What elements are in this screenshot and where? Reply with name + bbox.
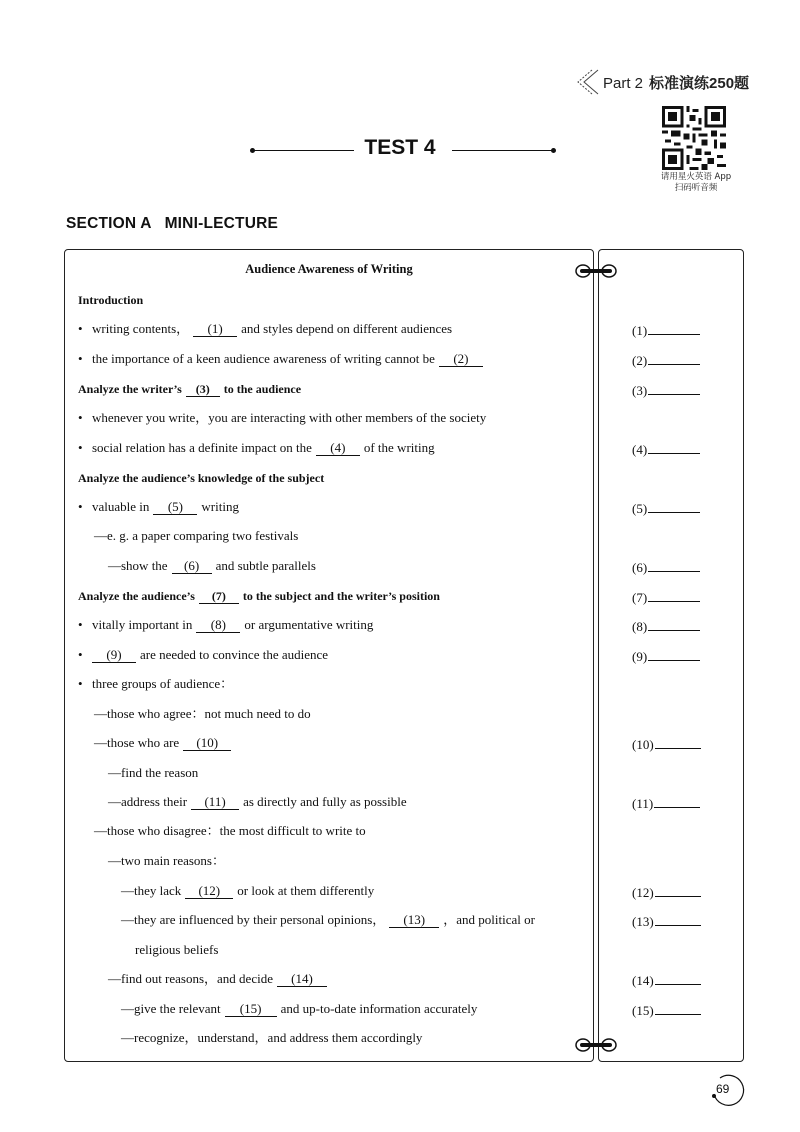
blank-9: (9) xyxy=(92,648,136,663)
qr-caption: 请用星火英语 App 扫码听音频 xyxy=(660,172,732,193)
answer-slot-13[interactable]: (13) xyxy=(632,912,701,930)
answer-slot-4[interactable]: (4) xyxy=(632,440,700,458)
title-rule-right xyxy=(452,150,552,151)
outline-line-24: —give the relevant (15) and up-to-date information accurately xyxy=(121,1001,478,1016)
answer-slot-15[interactable]: (15) xyxy=(632,1001,701,1019)
outline-line-4: • whenever you write，you are interacting with other members of the society xyxy=(78,410,487,425)
answer-slot-7[interactable]: (7) xyxy=(632,588,700,606)
outline-line-2: • the importance of a keen audience awareness of writing cannot be (2) xyxy=(78,351,487,367)
blank-3: (3) xyxy=(186,382,220,397)
outline-line-19: —two main reasons： xyxy=(108,853,225,868)
blank-5: (5) xyxy=(153,500,197,515)
outline-line-15: —those who are (10) xyxy=(94,735,235,751)
outline-line-20: —they lack (12) or look at them differently xyxy=(121,883,375,898)
heading-audience-knowledge: Analyze the audience’s knowledge of the subject xyxy=(78,471,325,485)
outline-line-17: —address their (11) as directly and fully as possible xyxy=(108,794,407,809)
test-title: TEST 4 xyxy=(364,136,436,159)
blank-12: (12) xyxy=(185,884,233,899)
blank-1: (1) xyxy=(193,322,237,337)
answer-slot-2[interactable]: (2) xyxy=(632,351,700,369)
outline-line-13: • three groups of audience： xyxy=(78,676,234,691)
outline-line-5: • social relation has a definite impact on the (4) of the writing xyxy=(78,440,435,455)
bullet-dot: • xyxy=(78,410,83,425)
heading-audience-attitude: Analyze the audience’s (7) to the subject and the writer’s position xyxy=(78,589,440,603)
outline-line-22: religious beliefs xyxy=(135,942,219,957)
bullet-dot: • xyxy=(78,351,83,366)
outline-line-23: —find out reasons，and decide (14) xyxy=(108,971,331,987)
blank-8: (8) xyxy=(196,618,240,633)
part-heading: Part 2 标准演练250题 xyxy=(603,75,750,92)
outline-line-25: —recognize，understand，and address them accordingly xyxy=(121,1030,423,1045)
answer-slot-10[interactable]: (10) xyxy=(632,735,701,753)
title-rule-dot-right xyxy=(551,148,556,153)
page-number: 69 xyxy=(716,1082,730,1096)
blank-15: (15) xyxy=(225,1002,277,1017)
outline-line-16: —find the reason xyxy=(108,765,199,780)
answer-slot-8[interactable]: (8) xyxy=(632,617,700,635)
outline-line-1: • writing contents， (1) and styles depend on different audiences xyxy=(78,321,453,336)
answer-slot-5[interactable]: (5) xyxy=(632,499,700,517)
bullet-dot: • xyxy=(78,440,83,455)
section-title: SECTION A MINI-LECTURE xyxy=(66,215,279,232)
blank-10: (10) xyxy=(183,736,231,751)
outline-line-9: —show the (6) and subtle parallels xyxy=(108,558,316,573)
answer-slot-6[interactable]: (6) xyxy=(632,558,700,576)
notes-title: Audience Awareness of Writing xyxy=(245,262,413,276)
qr-code-icon xyxy=(662,106,726,170)
bullet-dot: • xyxy=(78,617,83,632)
answer-slot-11[interactable]: (11) xyxy=(632,794,700,812)
bullet-dot: • xyxy=(78,647,83,662)
heading-introduction: Introduction xyxy=(78,293,144,307)
outline-line-18: —those who disagree：the most difficult to write to xyxy=(94,823,366,838)
binder-ring-icon xyxy=(574,1036,618,1054)
blank-14: (14) xyxy=(277,972,327,987)
blank-2: (2) xyxy=(439,352,483,367)
blank-13: (13) xyxy=(389,913,439,928)
blank-11: (11) xyxy=(191,795,239,810)
outline-line-14: —those who agree：not much need to do xyxy=(94,706,311,721)
outline-line-7: • valuable in (5) writing xyxy=(78,499,239,514)
part-bracket-icon xyxy=(572,68,602,96)
answer-slot-14[interactable]: (14) xyxy=(632,971,701,989)
blank-4: (4) xyxy=(316,441,360,456)
blank-6: (6) xyxy=(172,559,212,574)
answer-slot-1[interactable]: (1) xyxy=(632,321,700,339)
bullet-dot: • xyxy=(78,499,83,514)
answer-slot-3[interactable]: (3) xyxy=(632,381,700,399)
bullet-dot: • xyxy=(78,321,83,336)
heading-writer-relation: Analyze the writer’s (3) to the audience xyxy=(78,382,302,396)
bullet-dot: • xyxy=(78,676,83,691)
outline-line-12: • (9) are needed to convince the audience xyxy=(78,647,329,662)
outline-line-8: —e. g. a paper comparing two festivals xyxy=(94,528,299,543)
answer-slot-12[interactable]: (12) xyxy=(632,883,701,901)
blank-7: (7) xyxy=(199,589,239,604)
title-rule-left xyxy=(254,150,354,151)
outline-line-21: —they are influenced by their personal opinions， (13) ，and political or xyxy=(121,912,535,927)
answer-slot-9[interactable]: (9) xyxy=(632,647,700,665)
outline-line-11: • vitally important in (8) or argumentative writing xyxy=(78,617,374,632)
